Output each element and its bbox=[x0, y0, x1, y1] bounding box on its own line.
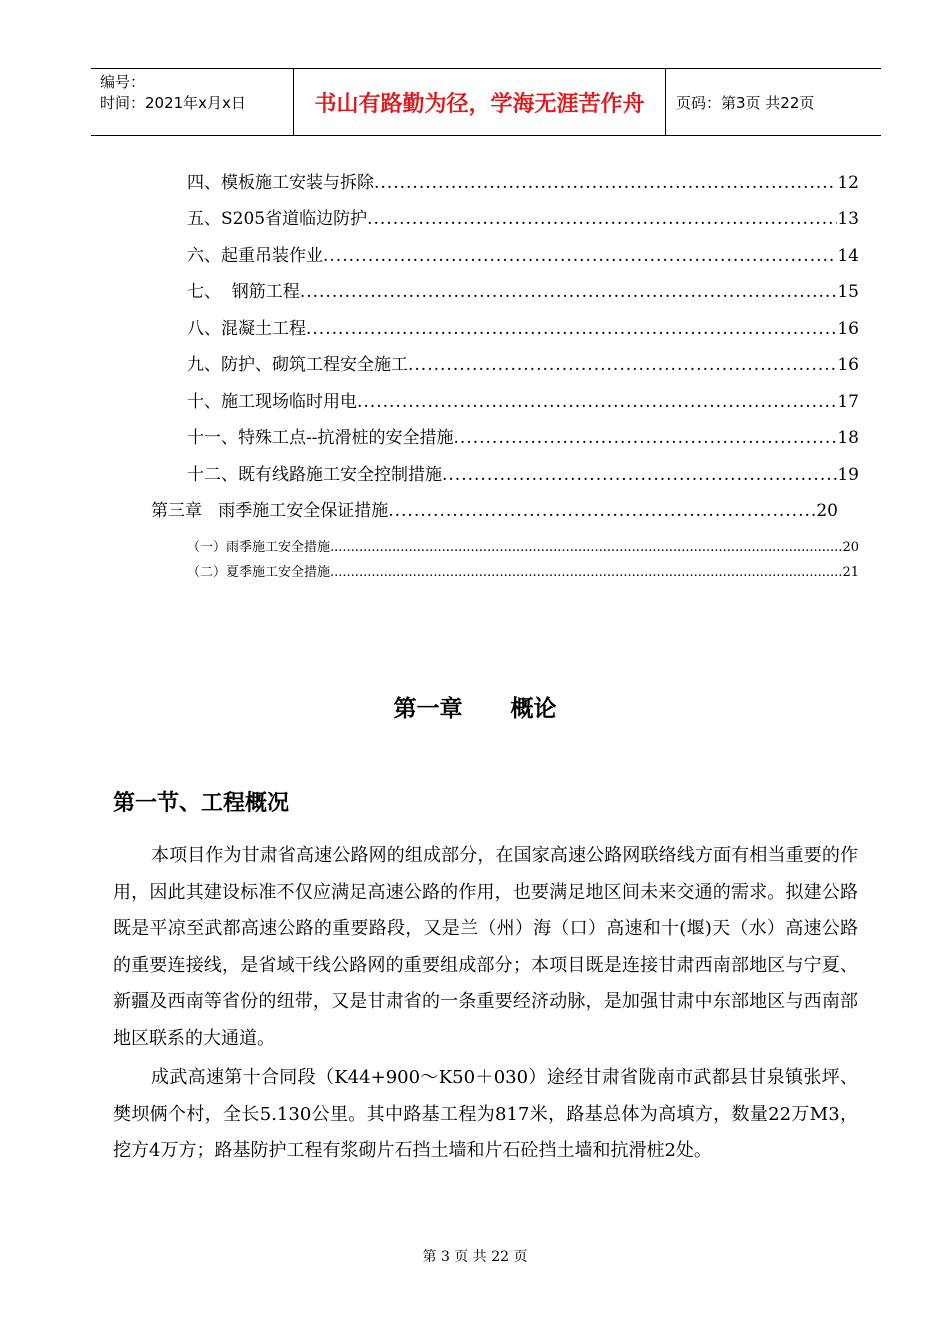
section-title: 第一节、工程概况 bbox=[113, 791, 290, 816]
header-meta bbox=[91, 69, 293, 135]
toc-entry[interactable]: 八、混凝土工程 ..... 16 bbox=[187, 314, 859, 340]
toc-entry[interactable]: 六、起重吊装作业 ..... 14 bbox=[187, 241, 859, 267]
body-paragraph-1 bbox=[113, 838, 858, 1057]
paragraph: 成武高速第十合同段（K44+900～K50＋030）途经甘肃省陇南市武都县甘泉镇张坪、樊坝俩个村，全长5.130公里。其中路基工程为817米，路基总体为高填方，数量22万M3，挖方4万方；路基防护工程有浆砌片石挡土墙和片石砼挡土墙和抗滑桩2处。 bbox=[113, 1067, 858, 1161]
toc-entry[interactable]: 十一、特殊工点--抗滑桩的安全措施 ..... 18 bbox=[187, 423, 859, 449]
page-header bbox=[91, 68, 881, 136]
toc-entry[interactable]: （二）夏季施工安全措施 ..... 21 bbox=[187, 561, 859, 587]
toc-entry[interactable]: 五、S205省道临边防护 ..... 13 bbox=[187, 204, 859, 230]
chapter-title: 第一章 概论 bbox=[393, 696, 557, 722]
toc-entry[interactable]: 七、 钢筋工程 ..... 15 bbox=[187, 277, 859, 303]
toc-entry[interactable]: 十二、既有线路施工安全控制措施 ..... 19 bbox=[187, 460, 859, 486]
toc-entry[interactable]: 九、防护、砌筑工程安全施工 ..... 16 bbox=[187, 350, 859, 376]
toc-entry[interactable]: （一）雨季施工安全措施 ..... 20 bbox=[187, 536, 859, 562]
header-motto: 书山有路勤为径，学海无涯苦作舟 bbox=[314, 91, 645, 117]
header-page-cell bbox=[666, 69, 881, 135]
toc-entry-chapter[interactable]: 第三章 雨季施工安全保证措施 ..... 20 bbox=[151, 496, 838, 522]
paragraph: 本项目作为甘肃省高速公路网的组成部分，在国家高速公路网联络线方面有相当重要的作用，因此其建设标准不仅应满足高速公路的作用，也要满足地区间未来交通的需求。拟建公路既是平凉至武都高速公路的重要路段，又是兰（州）海（口）高速和十(堰)天（水）高速公路的重要连接线，是省域干线公路网的重要组成部分；本项目既是连接甘肃西南部地区与宁夏、新疆及西南等省份的纽带，又是甘肃省的一条重要经济动脉，是加强甘肃中东部地区与西南部地区联系的大通道。 bbox=[113, 845, 858, 1049]
body-paragraph-2 bbox=[113, 1060, 858, 1170]
header-page-label: 页码：第3页 共22页 bbox=[676, 93, 815, 112]
number-label: 编号： bbox=[100, 73, 146, 91]
header-motto-cell bbox=[293, 69, 666, 135]
toc-entry[interactable]: 四、模板施工安装与拆除 ..... 12 bbox=[187, 168, 859, 194]
page-footer: 第 3 页 共 22 页 bbox=[422, 1249, 528, 1265]
toc-entry[interactable]: 十、施工现场临时用电 ..... 17 bbox=[187, 387, 859, 413]
time-label: 时间：2021年x月x日 bbox=[100, 94, 246, 112]
